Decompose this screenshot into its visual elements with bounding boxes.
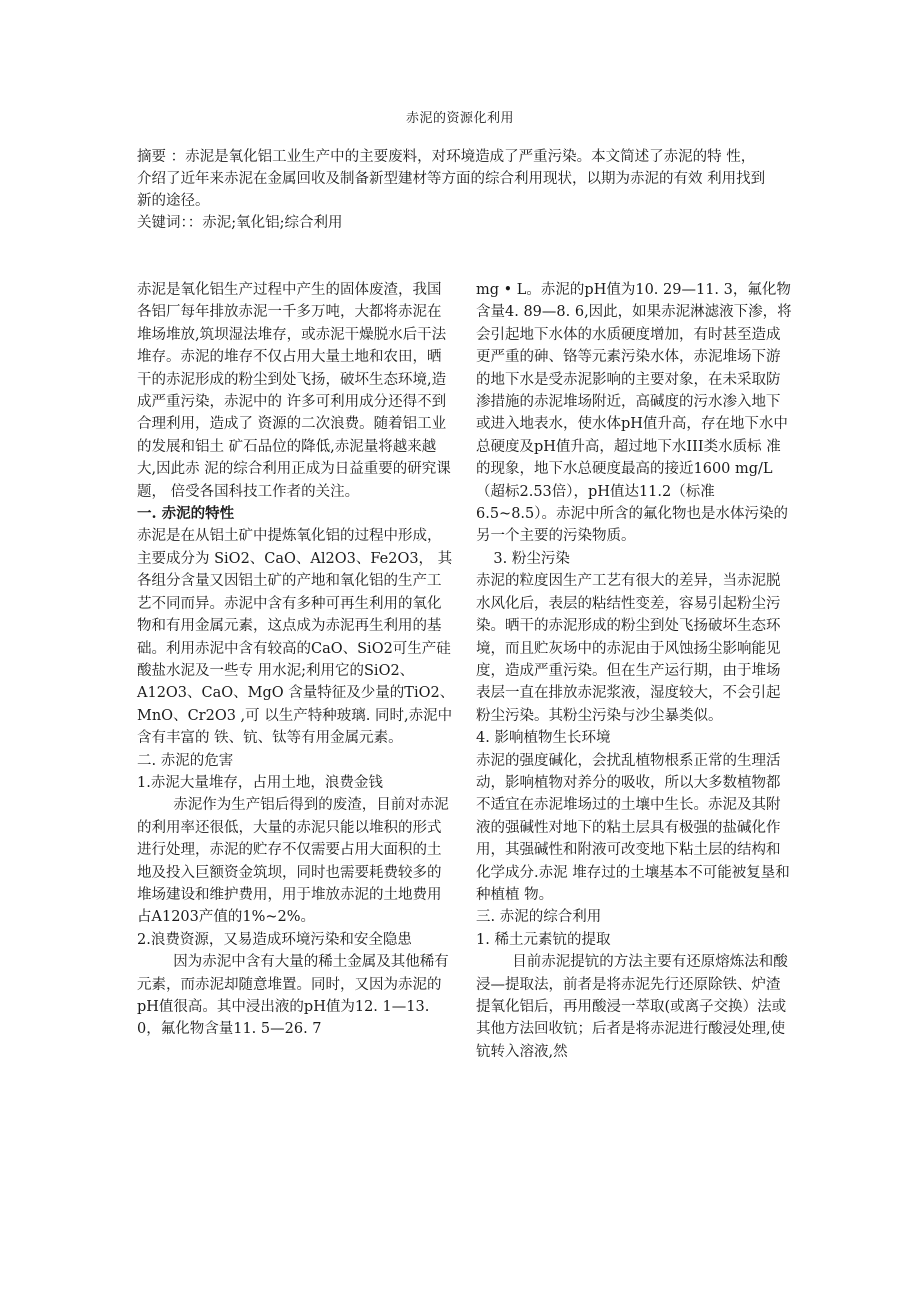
section-heading-properties: 一. 赤泥的特性 xyxy=(137,505,235,523)
subheading: 2.浪费资源，又易造成环境污染和安全隐患 xyxy=(137,931,412,948)
intro-paragraph: 赤泥是氧化铝生产过程中产生的固体废渣，我国各铝厂每年排放赤泥一千多万吨，大都将赤泥在堆场堆放,筑坝湿法堆存，或赤泥干燥脱水后干法堆存。赤泥的堆存不仅占用大量土地和农田，晒干的赤泥形成的粉尘到处飞扬，破坏生态环境,造成严重污染，赤泥中的 许多可利用成分还得不到合理利用，造成了 资源的二次浪费。随着铝工业的发展和铝土 矿石品位的降低,赤泥量将越来越大,因此赤 泥的综合利用正成为日益重要的研究课题， 倍受各国科技工作者的关注。 xyxy=(137,282,451,500)
subheading: 4. 影响植物生长环境 xyxy=(476,730,611,747)
keywords: 关键词：：赤泥;氧化铝;综合利用 xyxy=(137,215,343,231)
subheading: 1.赤泥大量堆存，占用土地，浪费金钱 xyxy=(137,774,383,791)
paragraph: mg • L。赤泥的pH值为10. 29—11. 3，氟化物含量4. 89—8. 6,因此，如果赤泥淋滤液下渗，将会引起地下水体的水质硬度增加，有时甚至造成更严重的砷、铬等元素污染水体，赤泥堆场下游的地下水是受赤泥影响的主要对象，在未采取防渗措施的赤泥堆场附近，高碱度的污水渗入地下或进入地表水，使水体pH值升高，存在地下水中总硬度及pH值升高，超过地下水III类水质标 准的现象，地下水总硬度最高的接近1600 mg/L（超标2.53倍），pH值达11.2（标准6.5~8.5）。赤泥中所含的氟化物也是水体污染的另一个主要的污染物质。 xyxy=(476,282,792,545)
document-title: 赤泥的资源化利用 xyxy=(405,111,514,126)
left-column xyxy=(137,279,455,1041)
section-heading-hazards: 二. 赤泥的危害 xyxy=(137,752,234,769)
paragraph: 赤泥是在从铝土矿中提炼氧化铝的过程中形成，主要成分为 SiO2、CaO、Al2O3、Fe2O3， 其各组分含量又因铝土矿的产地和氧化铝的生产工艺不同而异。赤泥中含有多种可再生利用的氧化物和有用金属元素，这点成为赤泥再生利用的基础。利用赤泥中含有较高的CaO、SiO2可生产硅酸盐水泥及一些专 用水泥;利用它的SiO2、A12O3、CaO、MgO 含量特征及少量的TiO2、MnO、Cr2O3 ,可 以生产特种玻璃. 同时,赤泥中含有丰富的 铁、钪、钛等有用金属元素。 xyxy=(137,528,455,747)
paragraph: 目前赤泥提钪的方法主要有还原熔炼法和酸浸—提取法，前者是将赤泥先行还原除铁、炉渣提氧化铝后，再用酸浸一萃取(或离子交换）法或其他方法回收钪；后者是将赤泥进行酸浸处理,使钪转入溶液,然 xyxy=(476,954,788,1060)
right-column xyxy=(476,279,792,1063)
subheading: 3. 粉尘污染 xyxy=(493,550,570,567)
section-heading-utilization: 三. 赤泥的综合利用 xyxy=(476,909,602,926)
abstract-text: 摘要 ：赤泥是氧化铝工业生产中的主要废料，对环境造成了严重污染。本文简述了赤泥的特 性，介绍了近年来赤泥在金属回收及制备新型建材等方面的综合利用现状，以期为赤泥的有效 利用找到新的途径。 xyxy=(137,149,766,209)
abstract-block xyxy=(137,146,767,234)
paragraph: 赤泥作为生产铝后得到的废渣，目前对赤泥的利用率还很低，大量的赤泥只能以堆积的形式进行处理，赤泥的贮存不仅需要占用大面积的土地及投入巨额资金筑坝，同时也需要耗费较多的堆场建设和维护费用，用于堆放赤泥的土地费用占A1203产值的1%~2%。 xyxy=(137,797,449,926)
paragraph: 赤泥的强度碱化，会扰乱植物根系正常的生理活动，影响植物对养分的吸收，所以大多数植物都不适宜在赤泥堆场过的土壤中生长。赤泥及其附液的强碱性对地下的粘土层具有极强的盐碱化作用，其强碱性和附液可改变地下粘土层的结构和化学成分.赤泥 堆存过的土壤基本不可能被复垦和种植植 物。 xyxy=(476,752,790,903)
paragraph: 赤泥的粒度因生产工艺有很大的差异，当赤泥脱水风化后，表层的粘结性变差，容易引起粉尘污染。晒干的赤泥形成的粉尘到处飞扬破坏生态环境，而且贮灰场中的赤泥由于风蚀扬尘影响能见度，造成严重污染。但在生产运行期，由于堆场表层一直在排放赤泥浆液，湿度较大，不会引起粉尘污染。其粉尘污染与沙尘暴类似。 xyxy=(476,573,781,724)
subheading: 1. 稀土元素钪的提取 xyxy=(476,931,611,948)
paragraph: 因为赤泥中含有大量的稀土金属及其他稀有元素，而赤泥却随意堆置。同时，又因为赤泥的pH值很高。其中浸出液的pH值为12. 1—13. 0，氟化物含量11. 5—26. 7 xyxy=(137,954,449,1038)
